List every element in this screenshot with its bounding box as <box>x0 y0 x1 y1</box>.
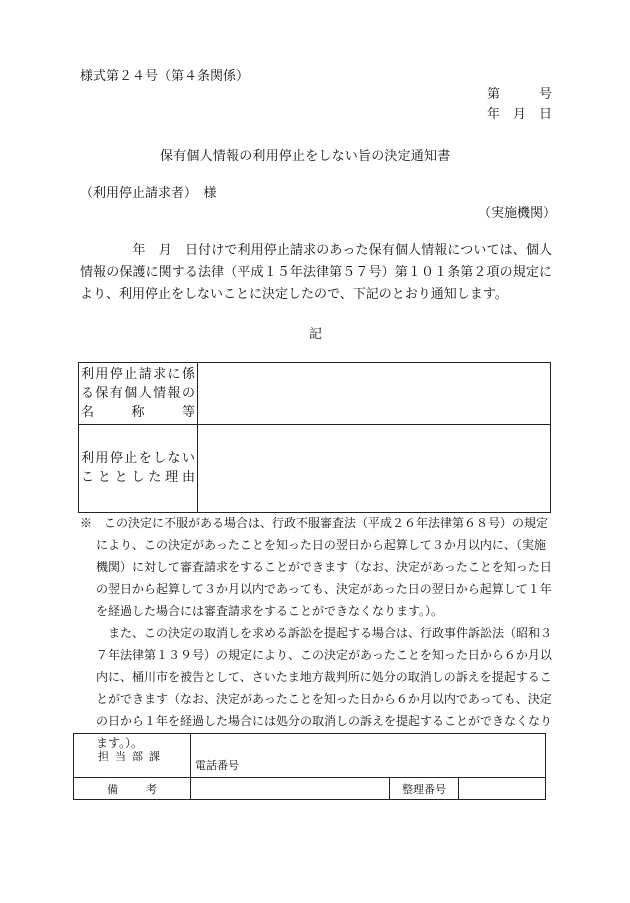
issuer: （実施機関） <box>478 206 557 221</box>
phone-cell <box>191 734 546 778</box>
ref-value <box>459 778 546 800</box>
ref-label-cell <box>390 778 459 800</box>
recipient: （利用停止請求者） 様 <box>80 186 217 201</box>
dept-label-cell <box>74 734 191 778</box>
row2-label: 利用停止をしないこととした理由 <box>79 425 198 513</box>
note-1: ※ この決定に不服がある場合は、行政不服審査法（平成２６年法律第６８号）の規定により、この決定があったことを知った日の翌日から起算して３か月以内に、（実施機関）に対して審査請求をすることができます（なお、決定があったことを知った日の翌日から起算して３か月以内であっても、決定があった日の翌日から起算して１年を経過した場合には審査請求をすることができなくなります。）。 <box>80 516 552 618</box>
decision-table <box>78 362 551 513</box>
body-text: 年 月 日付けで利用停止請求のあった保有個人情報については、個人情報の保護に関する法律（平成１５年法律第５７号）第１０１条第２項の規定により、利用停止をしないことに決定したので、下記のとおり通知します。 <box>80 243 552 302</box>
remarks-value <box>191 778 390 800</box>
phone-label: 電話番号 <box>195 759 239 772</box>
remarks-label-cell <box>74 778 191 800</box>
note-2: また、この決定の取消しを求める訴訟を提起する場合は、行政事件訴訟法（昭和３７年法律第１３９号）の規定により、この決定があったことを知った日から６か月以内に、桶川市を被告として、さいたま地方裁判所に処分の取消しの訴えを提起することができます（なお、決定があったことを知った日から６か月以内であっても、決定の日から１年を経過した場合には処分の取消しの訴えを提起することができなくなります。）。 <box>96 626 553 750</box>
row2-value <box>198 425 551 513</box>
notes <box>80 512 554 754</box>
document-title: 保有個人情報の利用停止をしない旨の決定通知書 <box>160 149 451 164</box>
form-number: 様式第２４号（第４条関係） <box>80 69 250 84</box>
document-date: 年 月 日 <box>487 107 553 122</box>
ki-heading: 記 <box>309 327 323 342</box>
dept-label: 担当部課 <box>98 749 166 763</box>
document-number: 第 号 <box>487 87 553 102</box>
ref-label: 整理番号 <box>402 782 446 796</box>
remarks-label: 備考 <box>107 782 185 796</box>
row1-label: 利用停止請求に係る保有個人情報の名称等 <box>79 363 198 425</box>
footer-table <box>73 733 546 800</box>
row1-value <box>198 363 551 425</box>
